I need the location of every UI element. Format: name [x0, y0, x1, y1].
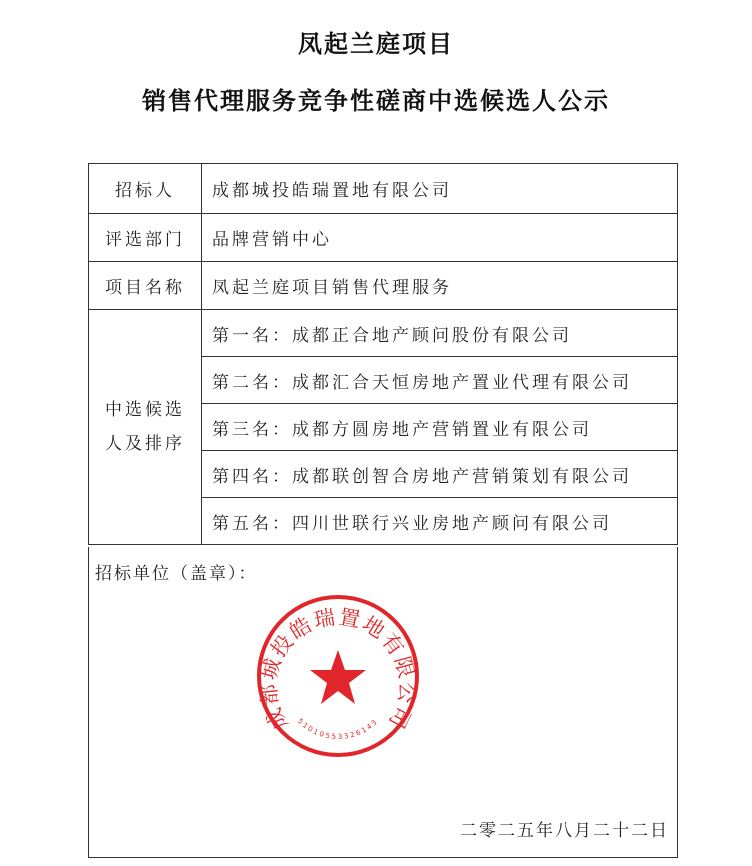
table-row — [89, 310, 678, 357]
row-label: 招标人 — [89, 164, 202, 214]
info-table — [88, 163, 678, 545]
candidates-label-line-1: 中选候选 — [105, 400, 185, 420]
row-value: 品牌营销中心 — [202, 214, 678, 262]
svg-text:成都城投皓瑞置地有限公司: 成都城投皓瑞置地有限公司 — [256, 604, 420, 734]
candidates-label — [89, 310, 202, 545]
date: 二零二五年八月二十二日 — [460, 821, 669, 841]
candidate-item: 第三名：成都方圆房地产营销置业有限公司 — [202, 404, 678, 451]
candidate-item: 第五名：四川世联行兴业房地产顾问有限公司 — [202, 498, 678, 545]
row-label: 评选部门 — [89, 214, 202, 262]
row-value: 成都城投皓瑞置地有限公司 — [202, 164, 678, 214]
title-line-2: 销售代理服务竞争性磋商中选候选人公示 — [142, 87, 610, 115]
svg-text:51010553326143: 51010553326143 — [295, 717, 381, 742]
table-row — [89, 262, 678, 310]
candidate-item: 第二名：成都汇合天恒房地产置业代理有限公司 — [202, 357, 678, 404]
company-seal-icon — [254, 592, 422, 760]
candidate-item: 第四名：成都联创智合房地产营销策划有限公司 — [202, 451, 678, 498]
seal-section — [88, 547, 678, 858]
candidates-label-line-2: 人及排序 — [105, 434, 185, 454]
candidate-item: 第一名：成都正合地产顾问股份有限公司 — [202, 310, 678, 357]
table-row — [89, 214, 678, 262]
row-label: 项目名称 — [89, 262, 202, 310]
row-value: 凤起兰庭项目销售代理服务 — [202, 262, 678, 310]
table-row — [89, 164, 678, 214]
title-line-1: 凤起兰庭项目 — [298, 30, 454, 58]
seal-label: 招标单位（盖章）： — [95, 564, 258, 584]
